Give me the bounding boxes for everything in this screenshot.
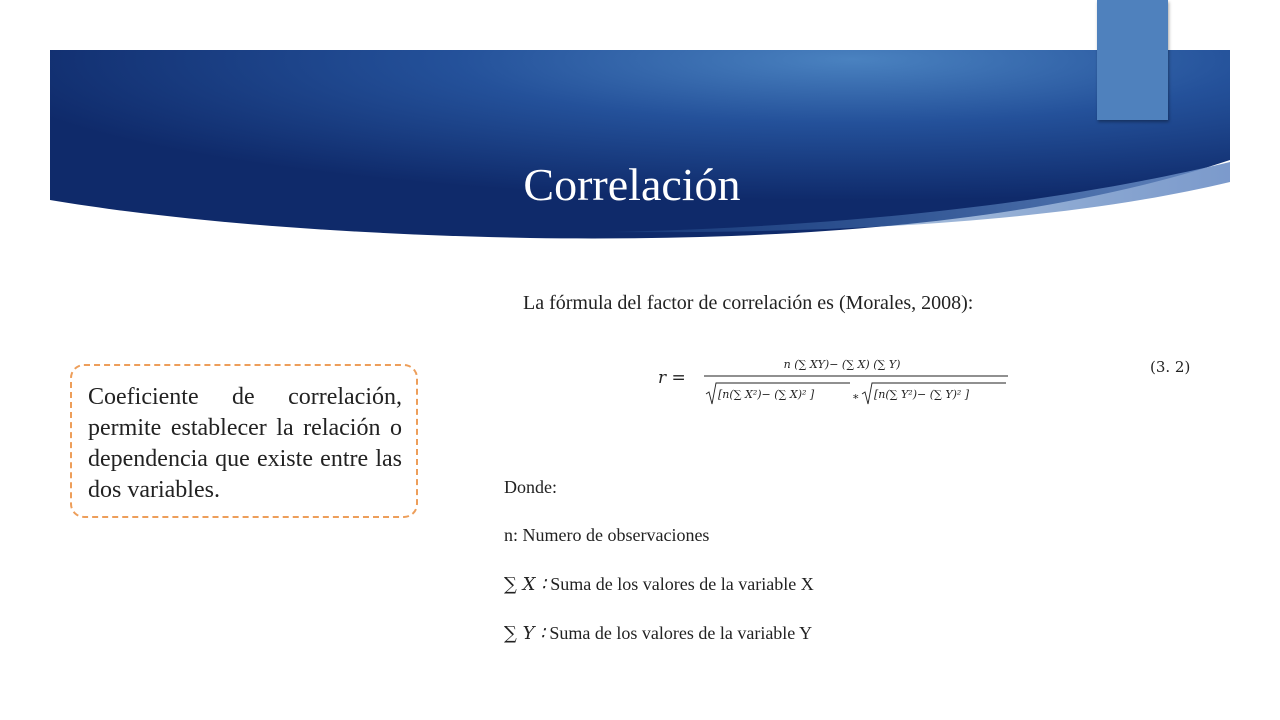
formula-intro: La fórmula del factor de correlación es (Morales, 2008): bbox=[523, 292, 974, 314]
title-banner bbox=[50, 50, 1230, 250]
formula-numerator: n (∑ XY)− (∑ X) (∑ Y) bbox=[783, 358, 901, 371]
formula-denominator-right: [n(∑ Y²)− (∑ Y)² ] bbox=[874, 388, 970, 401]
banner-shape bbox=[50, 50, 1230, 250]
definition-item bbox=[504, 525, 709, 546]
where-label: Donde: bbox=[504, 477, 557, 497]
definition-symbol: ∑ X ∶ bbox=[504, 574, 546, 595]
accent-tab bbox=[1097, 0, 1168, 120]
definition-item bbox=[504, 623, 812, 644]
definition-symbol: ∑ Y ∶ bbox=[504, 623, 545, 644]
correlation-formula bbox=[658, 352, 1018, 408]
page-title: Correlación bbox=[523, 159, 741, 210]
callout-box bbox=[70, 364, 418, 518]
formula-lhs: r = bbox=[658, 368, 686, 388]
formula-multiply: ∗ bbox=[852, 390, 860, 403]
definition-item bbox=[504, 574, 814, 595]
definition-text: n: Numero de observaciones bbox=[504, 525, 710, 545]
definition-text: Suma de los valores de la variable X bbox=[545, 574, 814, 594]
definition-text: Suma de los valores de la variable Y bbox=[544, 623, 813, 643]
formula-denominator-left: [n(∑ X²)− (∑ X)² ] bbox=[718, 388, 815, 401]
callout-text: Coeficiente de correlación, permite establecer la relación o dependencia que existe entre las dos variables. bbox=[88, 384, 402, 503]
equation-number: (3. 2) bbox=[1150, 358, 1191, 376]
